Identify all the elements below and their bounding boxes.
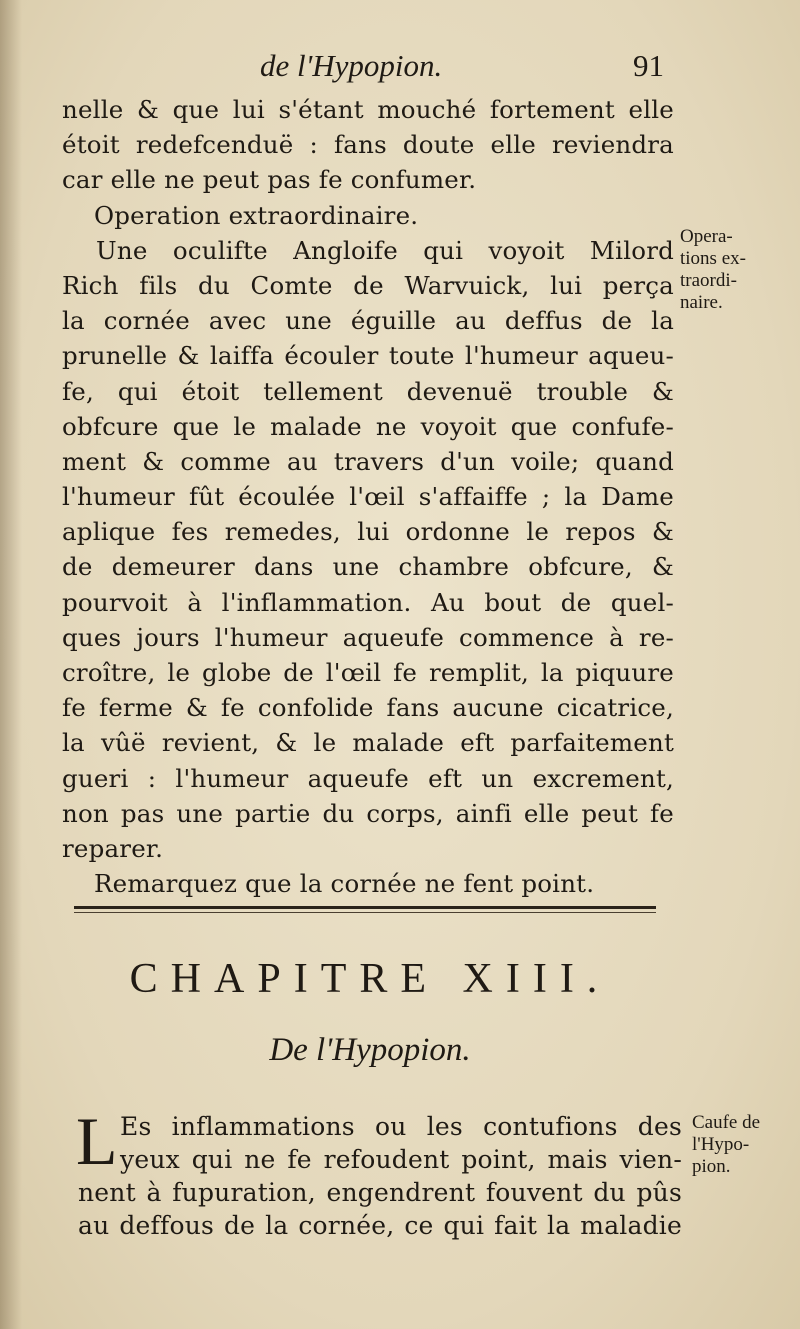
- text-line: gueri : l'humeur aqueufe eft un excrement,: [62, 763, 674, 793]
- section-divider: [74, 906, 656, 909]
- text-line: l'humeur fût écoulée l'œil s'affaiffe ; la Dame: [62, 482, 674, 512]
- text-line: pourvoit à l'inflammation. Au bout de quel-: [62, 587, 674, 617]
- text-line: croître, le globe de l'œil fe remplit, la piquure: [62, 658, 674, 687]
- text-line: étoit redefcenduë : fans doute elle reviendra: [62, 130, 674, 160]
- margin-note-line: Opera-: [680, 226, 733, 247]
- page-number: 91: [633, 48, 664, 83]
- section-heading: Operation extraordinaire.: [94, 200, 419, 230]
- chapter-text: [78, 1110, 682, 1242]
- text-line: yeux qui ne fe refoudent point, mais vien-: [120, 1145, 682, 1174]
- margin-note-line: tions ex-: [680, 248, 746, 269]
- text-line: fe ferme & fe confolide fans aucune cicatrice,: [62, 693, 674, 723]
- chapter-title: CHAPITRE XIII.: [129, 956, 611, 1002]
- margin-note-line: pion.: [692, 1156, 731, 1177]
- margin-note-line: traordi-: [680, 270, 737, 291]
- text-line: ques jours l'humeur aqueufe commence à re-: [62, 622, 674, 652]
- text-line: ment & comme au travers d'un voile; quand: [62, 446, 674, 476]
- margin-note-line: l'Hypo-: [692, 1134, 750, 1155]
- text-line: Rich fils du Comte de Warvuick, lui perça: [62, 270, 674, 300]
- text-line: au deffous de la cornée, ce qui fait la maladie: [78, 1211, 682, 1240]
- running-title: de l'Hypopion.: [260, 48, 443, 83]
- text-line: fe, qui étoit tellement devenuë trouble &: [62, 376, 674, 406]
- chapter-subtitle: De l'Hypopion.: [269, 1032, 471, 1068]
- text-line: Es inflammations ou les contufions des: [120, 1112, 682, 1141]
- text-line: aplique fes remedes, lui ordonne le repos &: [62, 517, 674, 547]
- text-line: car elle ne peut pas fe confumer.: [62, 165, 477, 195]
- body-text: [62, 92, 674, 901]
- text-line: non pas une partie du corps, ainfi elle peut fe: [62, 798, 674, 828]
- drop-capital: L: [76, 1103, 118, 1179]
- running-head: [60, 48, 670, 88]
- margin-note-line: naire.: [680, 292, 723, 313]
- margin-note-operations: [680, 226, 746, 314]
- text-line: nelle & que lui s'étant mouché fortement elle: [62, 95, 674, 124]
- margin-note-cause: [692, 1112, 760, 1178]
- text-line: Une oculifte Angloife qui voyoit Milord: [96, 235, 674, 265]
- text-line: la vûë revient, & le malade eft parfaitement: [62, 728, 674, 758]
- text-line: obfcure que le malade ne voyoit que confufe-: [62, 411, 674, 441]
- text-line: reparer.: [62, 833, 164, 863]
- text-line: Remarquez que la cornée ne fent point.: [94, 869, 595, 899]
- text-line: la cornée avec une éguille au deffus de la: [62, 306, 674, 336]
- spine-shadow: [0, 0, 22, 1329]
- text-line: nent à fupuration, engendrent fouvent du pûs: [78, 1178, 682, 1207]
- text-line: de demeurer dans une chambre obfcure, &: [62, 552, 674, 582]
- text-line: prunelle & laiffa écouler toute l'humeur aqueu-: [62, 341, 674, 371]
- section-divider-thin: [74, 912, 656, 913]
- margin-note-line: Caufe de: [692, 1112, 761, 1133]
